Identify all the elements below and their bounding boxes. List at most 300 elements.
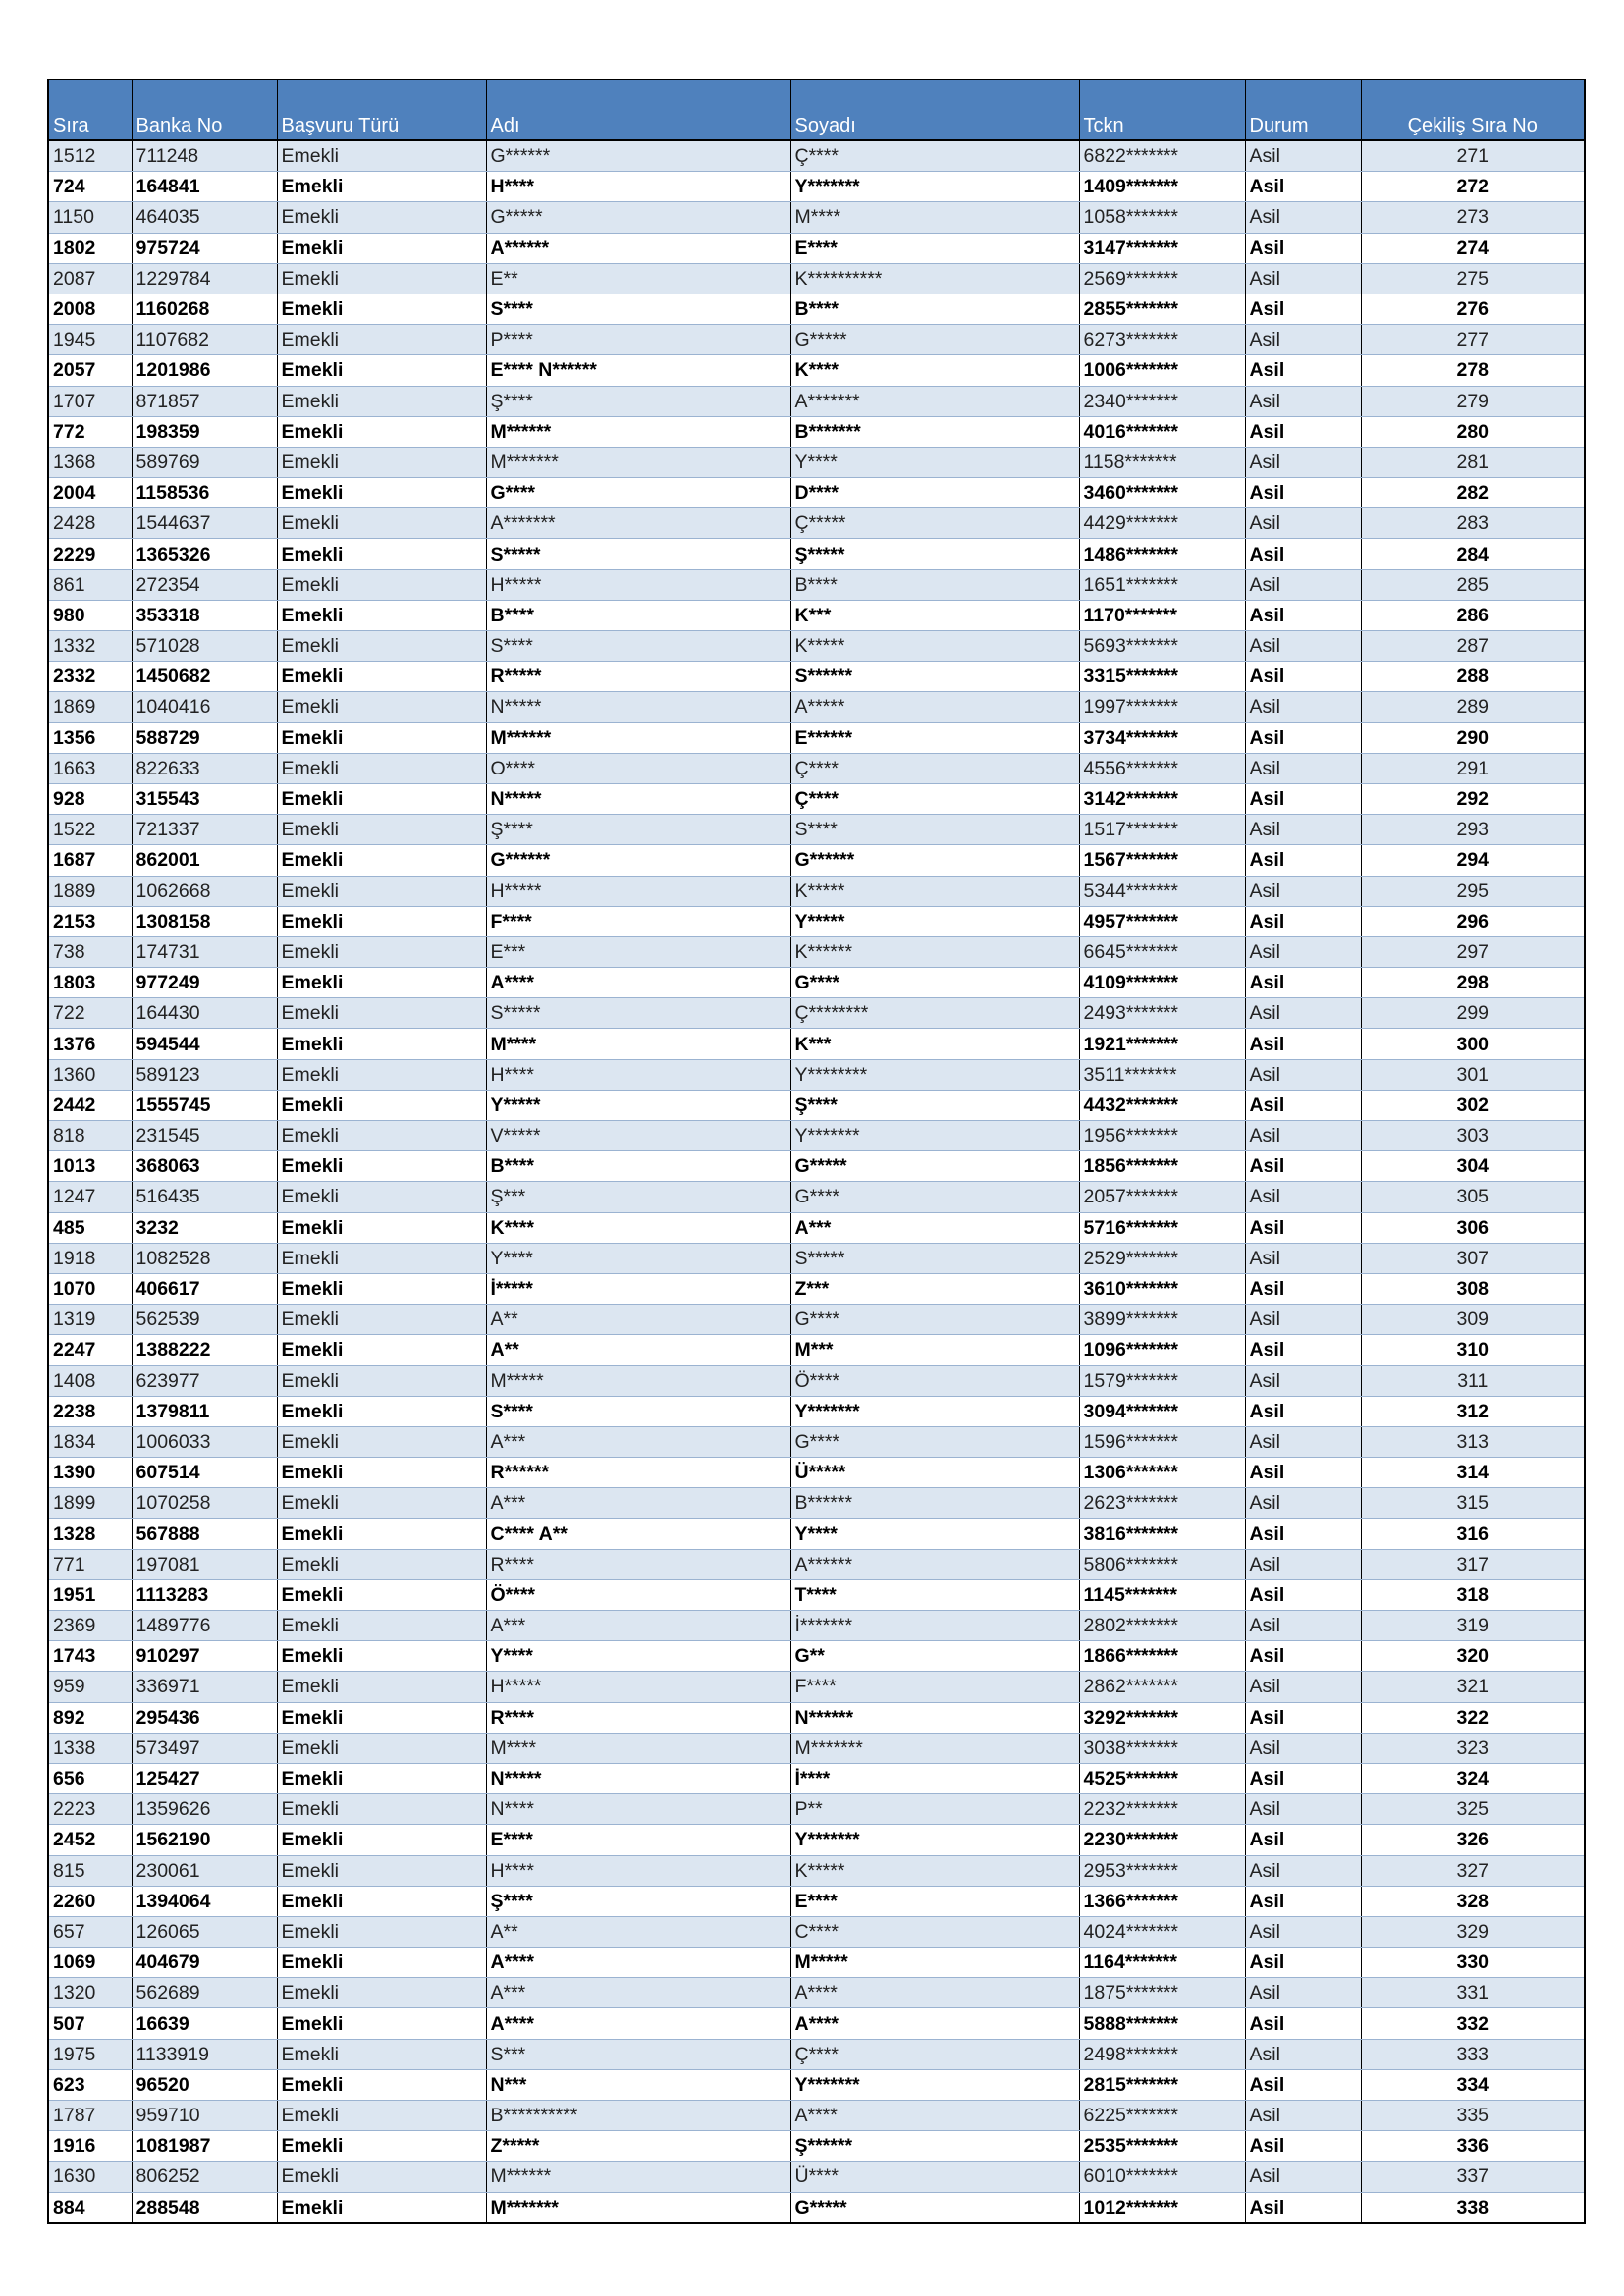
- cell-durum: Asil: [1245, 2069, 1361, 2100]
- cell-adi: K****: [486, 1212, 790, 1243]
- cell-sira: 1408: [48, 1365, 132, 1396]
- table-row: [48, 2039, 1585, 2069]
- cell-durum: Asil: [1245, 233, 1361, 263]
- cell-sira: 980: [48, 600, 132, 630]
- cell-sira: 892: [48, 1702, 132, 1733]
- cell-sira: 2428: [48, 508, 132, 539]
- cell-banka-no: 464035: [132, 202, 277, 233]
- cell-sira: 2153: [48, 906, 132, 936]
- cell-tckn: 2057*******: [1079, 1182, 1245, 1212]
- cell-basvuru-turu: Emekli: [277, 294, 486, 324]
- cell-cekilis-sira-no: 314: [1361, 1458, 1585, 1488]
- cell-cekilis-sira-no: 324: [1361, 1763, 1585, 1793]
- cell-durum: Asil: [1245, 1151, 1361, 1182]
- cell-tckn: 2529*******: [1079, 1243, 1245, 1273]
- cell-banka-no: 1040416: [132, 692, 277, 722]
- cell-cekilis-sira-no: 334: [1361, 2069, 1585, 2100]
- cell-soyadi: C****: [790, 1916, 1079, 1947]
- cell-tckn: 2493*******: [1079, 998, 1245, 1029]
- cell-banka-no: 1544637: [132, 508, 277, 539]
- cell-adi: R*****: [486, 662, 790, 692]
- cell-basvuru-turu: Emekli: [277, 447, 486, 477]
- cell-basvuru-turu: Emekli: [277, 936, 486, 967]
- cell-banka-no: 1201986: [132, 355, 277, 386]
- cell-basvuru-turu: Emekli: [277, 508, 486, 539]
- cell-sira: 1899: [48, 1488, 132, 1519]
- cell-banka-no: 1133919: [132, 2039, 277, 2069]
- table-row: [48, 508, 1585, 539]
- cell-sira: 1975: [48, 2039, 132, 2069]
- table-row: [48, 447, 1585, 477]
- cell-soyadi: K***: [790, 1029, 1079, 1059]
- cell-sira: 2452: [48, 1825, 132, 1855]
- cell-banka-no: 174731: [132, 936, 277, 967]
- cell-adi: H*****: [486, 876, 790, 906]
- header-soyadi: Soyadı: [790, 80, 1079, 140]
- table-row: [48, 936, 1585, 967]
- cell-basvuru-turu: Emekli: [277, 569, 486, 600]
- cell-basvuru-turu: Emekli: [277, 1611, 486, 1641]
- cell-basvuru-turu: Emekli: [277, 1549, 486, 1579]
- cell-basvuru-turu: Emekli: [277, 1305, 486, 1335]
- cell-banka-no: 125427: [132, 1763, 277, 1793]
- cell-cekilis-sira-no: 337: [1361, 2162, 1585, 2192]
- cell-durum: Asil: [1245, 1519, 1361, 1549]
- cell-adi: N*****: [486, 783, 790, 814]
- cell-adi: E**** N******: [486, 355, 790, 386]
- cell-tckn: 6273*******: [1079, 325, 1245, 355]
- cell-cekilis-sira-no: 288: [1361, 662, 1585, 692]
- table-row: [48, 2008, 1585, 2039]
- table-row: [48, 2131, 1585, 2162]
- cell-tckn: 6822*******: [1079, 140, 1245, 172]
- cell-tckn: 4556*******: [1079, 753, 1245, 783]
- cell-durum: Asil: [1245, 202, 1361, 233]
- cell-basvuru-turu: Emekli: [277, 1090, 486, 1120]
- cell-tckn: 5888*******: [1079, 2008, 1245, 2039]
- cell-tckn: 1164*******: [1079, 1948, 1245, 1978]
- cell-tckn: 1145*******: [1079, 1579, 1245, 1610]
- cell-basvuru-turu: Emekli: [277, 1365, 486, 1396]
- cell-adi: Ş****: [486, 815, 790, 845]
- table-row: [48, 1549, 1585, 1579]
- cell-durum: Asil: [1245, 1549, 1361, 1579]
- cell-soyadi: Ç****: [790, 783, 1079, 814]
- cell-adi: E***: [486, 936, 790, 967]
- table-row: [48, 753, 1585, 783]
- cell-adi: G******: [486, 845, 790, 876]
- cell-banka-no: 871857: [132, 386, 277, 416]
- cell-adi: A***: [486, 1426, 790, 1457]
- cell-soyadi: N******: [790, 1702, 1079, 1733]
- cell-soyadi: G******: [790, 845, 1079, 876]
- table-row: [48, 416, 1585, 447]
- cell-durum: Asil: [1245, 1458, 1361, 1488]
- header-adi: Adı: [486, 80, 790, 140]
- table-row: [48, 1365, 1585, 1396]
- cell-basvuru-turu: Emekli: [277, 906, 486, 936]
- cell-sira: 818: [48, 1121, 132, 1151]
- cell-cekilis-sira-no: 285: [1361, 569, 1585, 600]
- cell-adi: C**** A**: [486, 1519, 790, 1549]
- cell-basvuru-turu: Emekli: [277, 2101, 486, 2131]
- cell-banka-no: 573497: [132, 1733, 277, 1763]
- table-row: [48, 876, 1585, 906]
- table-row: [48, 1672, 1585, 1702]
- cell-banka-no: 1062668: [132, 876, 277, 906]
- cell-cekilis-sira-no: 311: [1361, 1365, 1585, 1396]
- cell-soyadi: İ*******: [790, 1611, 1079, 1641]
- cell-adi: E**: [486, 263, 790, 294]
- table-header-row: [48, 80, 1585, 140]
- cell-basvuru-turu: Emekli: [277, 2131, 486, 2162]
- cell-durum: Asil: [1245, 569, 1361, 600]
- cell-cekilis-sira-no: 282: [1361, 478, 1585, 508]
- cell-cekilis-sira-no: 336: [1361, 2131, 1585, 2162]
- cell-adi: Y****: [486, 1641, 790, 1672]
- cell-banka-no: 272354: [132, 569, 277, 600]
- cell-tckn: 3511*******: [1079, 1059, 1245, 1090]
- cell-tckn: 5806*******: [1079, 1549, 1245, 1579]
- cell-soyadi: G****: [790, 968, 1079, 998]
- cell-soyadi: K**********: [790, 263, 1079, 294]
- header-tckn: Tckn: [1079, 80, 1245, 140]
- cell-soyadi: P**: [790, 1794, 1079, 1825]
- cell-sira: 771: [48, 1549, 132, 1579]
- cell-cekilis-sira-no: 304: [1361, 1151, 1585, 1182]
- cell-tckn: 2815*******: [1079, 2069, 1245, 2100]
- cell-tckn: 6225*******: [1079, 2101, 1245, 2131]
- cell-banka-no: 562539: [132, 1305, 277, 1335]
- cell-soyadi: K*****: [790, 631, 1079, 662]
- cell-tckn: 2953*******: [1079, 1855, 1245, 1886]
- cell-soyadi: A*****: [790, 692, 1079, 722]
- table-row: [48, 2069, 1585, 2100]
- cell-durum: Asil: [1245, 294, 1361, 324]
- cell-cekilis-sira-no: 272: [1361, 172, 1585, 202]
- cell-basvuru-turu: Emekli: [277, 1243, 486, 1273]
- cell-adi: A**: [486, 1305, 790, 1335]
- table-row: [48, 1611, 1585, 1641]
- cell-durum: Asil: [1245, 539, 1361, 569]
- cell-basvuru-turu: Emekli: [277, 968, 486, 998]
- cell-tckn: 1579*******: [1079, 1365, 1245, 1396]
- cell-banka-no: 406617: [132, 1273, 277, 1304]
- cell-adi: A****: [486, 1948, 790, 1978]
- cell-sira: 1687: [48, 845, 132, 876]
- cell-durum: Asil: [1245, 1763, 1361, 1793]
- cell-adi: P****: [486, 325, 790, 355]
- cell-basvuru-turu: Emekli: [277, 2192, 486, 2223]
- cell-adi: A****: [486, 2008, 790, 2039]
- cell-basvuru-turu: Emekli: [277, 202, 486, 233]
- cell-soyadi: B****: [790, 569, 1079, 600]
- cell-cekilis-sira-no: 328: [1361, 1886, 1585, 1916]
- cell-banka-no: 589123: [132, 1059, 277, 1090]
- cell-tckn: 1366*******: [1079, 1886, 1245, 1916]
- cell-sira: 2369: [48, 1611, 132, 1641]
- cell-cekilis-sira-no: 312: [1361, 1396, 1585, 1426]
- table-row: [48, 1579, 1585, 1610]
- table-row: [48, 906, 1585, 936]
- cell-basvuru-turu: Emekli: [277, 416, 486, 447]
- cell-banka-no: 1229784: [132, 263, 277, 294]
- cell-tckn: 4109*******: [1079, 968, 1245, 998]
- table-row: [48, 1090, 1585, 1120]
- cell-banka-no: 231545: [132, 1121, 277, 1151]
- cell-basvuru-turu: Emekli: [277, 1733, 486, 1763]
- cell-basvuru-turu: Emekli: [277, 1059, 486, 1090]
- cell-adi: A****: [486, 968, 790, 998]
- cell-tckn: 1096*******: [1079, 1335, 1245, 1365]
- cell-sira: 959: [48, 1672, 132, 1702]
- cell-adi: Ö****: [486, 1579, 790, 1610]
- table-row: [48, 845, 1585, 876]
- cell-banka-no: 1359626: [132, 1794, 277, 1825]
- cell-adi: B****: [486, 1151, 790, 1182]
- cell-cekilis-sira-no: 283: [1361, 508, 1585, 539]
- cell-durum: Asil: [1245, 1916, 1361, 1947]
- cell-cekilis-sira-no: 297: [1361, 936, 1585, 967]
- cell-soyadi: Ç****: [790, 753, 1079, 783]
- cell-soyadi: Ş****: [790, 1090, 1079, 1120]
- table-row: [48, 1948, 1585, 1978]
- cell-soyadi: Ç****: [790, 140, 1079, 172]
- cell-cekilis-sira-no: 335: [1361, 2101, 1585, 2131]
- cell-soyadi: A****: [790, 2101, 1079, 2131]
- cell-soyadi: S******: [790, 662, 1079, 692]
- cell-cekilis-sira-no: 322: [1361, 1702, 1585, 1733]
- cell-durum: Asil: [1245, 753, 1361, 783]
- cell-durum: Asil: [1245, 998, 1361, 1029]
- cell-adi: Ş****: [486, 1886, 790, 1916]
- table-row: [48, 202, 1585, 233]
- cell-banka-no: 562689: [132, 1978, 277, 2008]
- cell-durum: Asil: [1245, 1641, 1361, 1672]
- cell-banka-no: 862001: [132, 845, 277, 876]
- cell-tckn: 1856*******: [1079, 1151, 1245, 1182]
- cell-banka-no: 1365326: [132, 539, 277, 569]
- cell-adi: N***: [486, 2069, 790, 2100]
- cell-basvuru-turu: Emekli: [277, 1488, 486, 1519]
- cell-durum: Asil: [1245, 1855, 1361, 1886]
- cell-basvuru-turu: Emekli: [277, 600, 486, 630]
- cell-soyadi: A******: [790, 1549, 1079, 1579]
- cell-cekilis-sira-no: 310: [1361, 1335, 1585, 1365]
- cell-sira: 2004: [48, 478, 132, 508]
- cell-cekilis-sira-no: 338: [1361, 2192, 1585, 2223]
- cell-tckn: 3460*******: [1079, 478, 1245, 508]
- cell-soyadi: Y*******: [790, 2069, 1079, 2100]
- cell-banka-no: 571028: [132, 631, 277, 662]
- cell-adi: S****: [486, 631, 790, 662]
- cell-soyadi: S****: [790, 815, 1079, 845]
- cell-banka-no: 711248: [132, 140, 277, 172]
- cell-cekilis-sira-no: 326: [1361, 1825, 1585, 1855]
- cell-soyadi: G*****: [790, 1151, 1079, 1182]
- cell-cekilis-sira-no: 278: [1361, 355, 1585, 386]
- cell-adi: S****: [486, 294, 790, 324]
- cell-cekilis-sira-no: 298: [1361, 968, 1585, 998]
- cell-sira: 1376: [48, 1029, 132, 1059]
- cell-durum: Asil: [1245, 1212, 1361, 1243]
- cell-sira: 2332: [48, 662, 132, 692]
- cell-cekilis-sira-no: 303: [1361, 1121, 1585, 1151]
- cell-sira: 1630: [48, 2162, 132, 2192]
- cell-durum: Asil: [1245, 1825, 1361, 1855]
- cell-sira: 1390: [48, 1458, 132, 1488]
- cell-durum: Asil: [1245, 1243, 1361, 1273]
- table-row: [48, 1029, 1585, 1059]
- table-row: [48, 1763, 1585, 1793]
- table-row: [48, 815, 1585, 845]
- cell-basvuru-turu: Emekli: [277, 478, 486, 508]
- cell-adi: H*****: [486, 1672, 790, 1702]
- cell-adi: M******: [486, 416, 790, 447]
- cell-soyadi: A****: [790, 2008, 1079, 2039]
- cell-sira: 1889: [48, 876, 132, 906]
- cell-soyadi: M*******: [790, 1733, 1079, 1763]
- cell-cekilis-sira-no: 330: [1361, 1948, 1585, 1978]
- cell-durum: Asil: [1245, 172, 1361, 202]
- table-row: [48, 1305, 1585, 1335]
- cell-cekilis-sira-no: 279: [1361, 386, 1585, 416]
- cell-banka-no: 1308158: [132, 906, 277, 936]
- cell-tckn: 3292*******: [1079, 1702, 1245, 1733]
- table-row: [48, 783, 1585, 814]
- cell-sira: 2238: [48, 1396, 132, 1426]
- cell-tckn: 3734*******: [1079, 722, 1245, 753]
- cell-soyadi: Y*******: [790, 1396, 1079, 1426]
- cell-soyadi: Y*******: [790, 1825, 1079, 1855]
- cell-soyadi: Ü*****: [790, 1458, 1079, 1488]
- cell-adi: M*******: [486, 447, 790, 477]
- cell-sira: 1951: [48, 1579, 132, 1610]
- cell-tckn: 4432*******: [1079, 1090, 1245, 1120]
- table-row: [48, 1335, 1585, 1365]
- cell-banka-no: 589769: [132, 447, 277, 477]
- cell-basvuru-turu: Emekli: [277, 140, 486, 172]
- cell-sira: 1512: [48, 140, 132, 172]
- cell-banka-no: 1158536: [132, 478, 277, 508]
- cell-sira: 1368: [48, 447, 132, 477]
- cell-tckn: 2230*******: [1079, 1825, 1245, 1855]
- cell-soyadi: G**: [790, 1641, 1079, 1672]
- cell-soyadi: Ç*****: [790, 508, 1079, 539]
- table-row: [48, 569, 1585, 600]
- cell-basvuru-turu: Emekli: [277, 325, 486, 355]
- cell-adi: R****: [486, 1702, 790, 1733]
- table-row: [48, 631, 1585, 662]
- cell-cekilis-sira-no: 295: [1361, 876, 1585, 906]
- cell-adi: H****: [486, 1059, 790, 1090]
- cell-adi: A***: [486, 1978, 790, 2008]
- cell-cekilis-sira-no: 296: [1361, 906, 1585, 936]
- cell-banka-no: 567888: [132, 1519, 277, 1549]
- cell-soyadi: E****: [790, 1886, 1079, 1916]
- cell-basvuru-turu: Emekli: [277, 631, 486, 662]
- table-row: [48, 233, 1585, 263]
- cell-basvuru-turu: Emekli: [277, 2039, 486, 2069]
- cell-adi: E****: [486, 1825, 790, 1855]
- cell-adi: M*******: [486, 2192, 790, 2223]
- cell-sira: 1319: [48, 1305, 132, 1335]
- cell-banka-no: 164841: [132, 172, 277, 202]
- cell-soyadi: G****: [790, 1182, 1079, 1212]
- cell-durum: Asil: [1245, 631, 1361, 662]
- cell-soyadi: S*****: [790, 1243, 1079, 1273]
- cell-cekilis-sira-no: 313: [1361, 1426, 1585, 1457]
- cell-adi: G******: [486, 140, 790, 172]
- cell-durum: Asil: [1245, 263, 1361, 294]
- cell-durum: Asil: [1245, 1273, 1361, 1304]
- cell-tckn: 1409*******: [1079, 172, 1245, 202]
- cell-soyadi: Y*******: [790, 1121, 1079, 1151]
- cell-soyadi: G****: [790, 1426, 1079, 1457]
- cell-soyadi: G*****: [790, 2192, 1079, 2223]
- cell-tckn: 3094*******: [1079, 1396, 1245, 1426]
- cell-sira: 1802: [48, 233, 132, 263]
- cell-adi: G****: [486, 478, 790, 508]
- table-row: [48, 968, 1585, 998]
- cell-basvuru-turu: Emekli: [277, 2008, 486, 2039]
- cell-soyadi: D****: [790, 478, 1079, 508]
- cell-basvuru-turu: Emekli: [277, 662, 486, 692]
- cell-adi: M****: [486, 1029, 790, 1059]
- cell-durum: Asil: [1245, 1611, 1361, 1641]
- cell-basvuru-turu: Emekli: [277, 2069, 486, 2100]
- cell-sira: 656: [48, 1763, 132, 1793]
- cell-basvuru-turu: Emekli: [277, 845, 486, 876]
- cell-sira: 884: [48, 2192, 132, 2223]
- header-cekilis-sira-no: Çekiliş Sıra No: [1361, 80, 1585, 140]
- cell-sira: 507: [48, 2008, 132, 2039]
- cell-sira: 2223: [48, 1794, 132, 1825]
- cell-tckn: 5693*******: [1079, 631, 1245, 662]
- cell-durum: Asil: [1245, 2131, 1361, 2162]
- cell-durum: Asil: [1245, 845, 1361, 876]
- cell-tckn: 4429*******: [1079, 508, 1245, 539]
- cell-banka-no: 1388222: [132, 1335, 277, 1365]
- table-row: [48, 692, 1585, 722]
- cell-tckn: 5716*******: [1079, 1212, 1245, 1243]
- cell-banka-no: 336971: [132, 1672, 277, 1702]
- cell-sira: 1320: [48, 1978, 132, 2008]
- cell-durum: Asil: [1245, 1121, 1361, 1151]
- cell-durum: Asil: [1245, 2008, 1361, 2039]
- cell-banka-no: 197081: [132, 1549, 277, 1579]
- cell-banka-no: 1082528: [132, 1243, 277, 1273]
- cell-soyadi: A*******: [790, 386, 1079, 416]
- cell-adi: S*****: [486, 539, 790, 569]
- cell-durum: Asil: [1245, 815, 1361, 845]
- cell-adi: M******: [486, 722, 790, 753]
- table-row: [48, 355, 1585, 386]
- cell-basvuru-turu: Emekli: [277, 1182, 486, 1212]
- cell-soyadi: M****: [790, 202, 1079, 233]
- cell-sira: 1013: [48, 1151, 132, 1182]
- cell-adi: A**: [486, 1335, 790, 1365]
- cell-cekilis-sira-no: 286: [1361, 600, 1585, 630]
- cell-basvuru-turu: Emekli: [277, 355, 486, 386]
- cell-durum: Asil: [1245, 1488, 1361, 1519]
- cell-durum: Asil: [1245, 1029, 1361, 1059]
- cell-cekilis-sira-no: 321: [1361, 1672, 1585, 1702]
- table-row: [48, 386, 1585, 416]
- cell-sira: 1916: [48, 2131, 132, 2162]
- table-row: [48, 325, 1585, 355]
- cell-sira: 724: [48, 172, 132, 202]
